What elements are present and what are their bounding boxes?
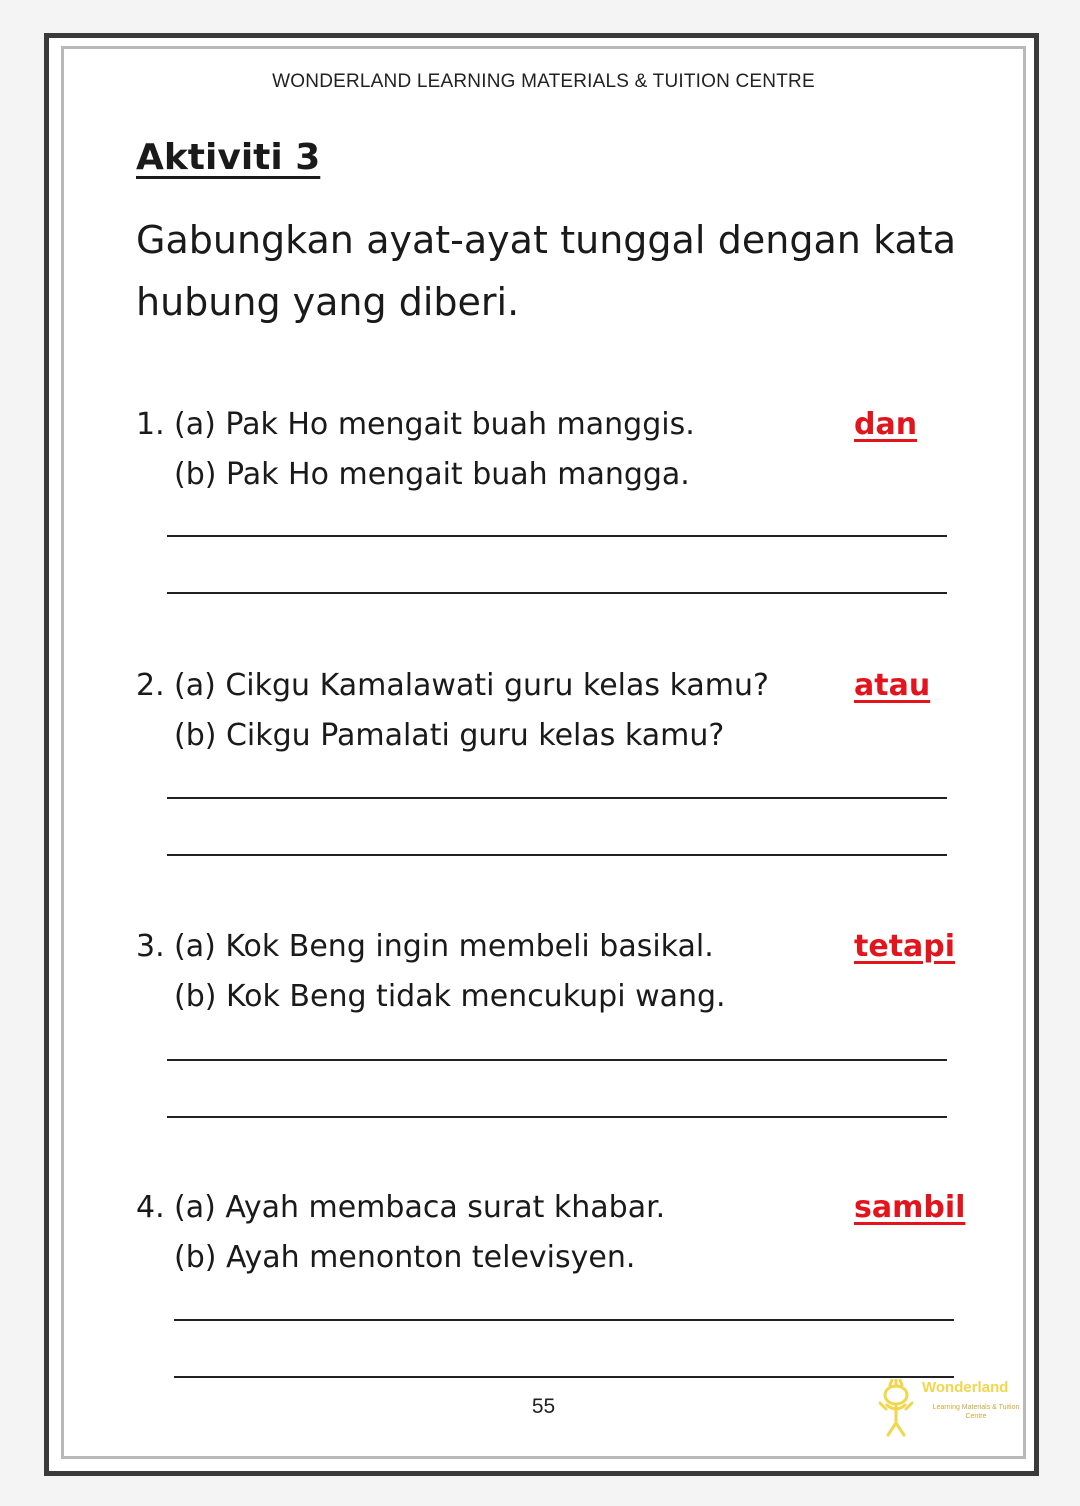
answer-line[interactable] <box>174 1319 954 1321</box>
activity-title: Aktiviti 3 <box>136 137 321 178</box>
answer-line[interactable] <box>167 854 947 856</box>
conjunction-label: dan <box>854 407 918 442</box>
answer-line[interactable] <box>167 592 947 594</box>
answer-line[interactable] <box>167 535 947 537</box>
wonderland-mascot-icon <box>874 1379 920 1439</box>
inner-border <box>61 46 1026 1459</box>
sentence-b: (b) Ayah menonton televisyen. <box>174 1240 636 1275</box>
conjunction-label: tetapi <box>854 929 956 964</box>
answer-line[interactable] <box>167 797 947 799</box>
answer-line[interactable] <box>167 1116 947 1118</box>
sentence-a: (a) Kok Beng ingin membeli basikal. <box>174 929 714 964</box>
worksheet-page <box>44 33 1039 1476</box>
answer-line[interactable] <box>174 1376 954 1378</box>
conjunction-label: atau <box>854 668 931 703</box>
sentence-b: (b) Cikgu Pamalati guru kelas kamu? <box>174 718 725 753</box>
question-number: 4. <box>136 1190 165 1225</box>
wonderland-logo <box>874 1379 1024 1439</box>
instruction-text: Gabungkan ayat-ayat tunggal dengan kata hubung yang diberi. <box>136 218 956 324</box>
page-number: 55 <box>531 1395 556 1418</box>
page-header: WONDERLAND LEARNING MATERIALS & TUITION CENTRE <box>272 71 815 92</box>
sentence-a: (a) Pak Ho mengait buah manggis. <box>174 407 695 442</box>
sentence-b: (b) Pak Ho mengait buah mangga. <box>174 457 690 492</box>
answer-line[interactable] <box>167 1059 947 1061</box>
question-number: 2. <box>136 668 165 703</box>
sentence-a: (a) Ayah membaca surat khabar. <box>174 1190 666 1225</box>
sentence-a: (a) Cikgu Kamalawati guru kelas kamu? <box>174 668 769 703</box>
sentence-b: (b) Kok Beng tidak mencukupi wang. <box>174 979 726 1014</box>
logo-name: Wonderland <box>922 1379 1009 1396</box>
conjunction-label: sambil <box>854 1190 966 1225</box>
logo-tagline: Learning Materials & Tuition Centre <box>932 1404 1020 1420</box>
question-number: 3. <box>136 929 165 964</box>
question-number: 1. <box>136 407 165 442</box>
